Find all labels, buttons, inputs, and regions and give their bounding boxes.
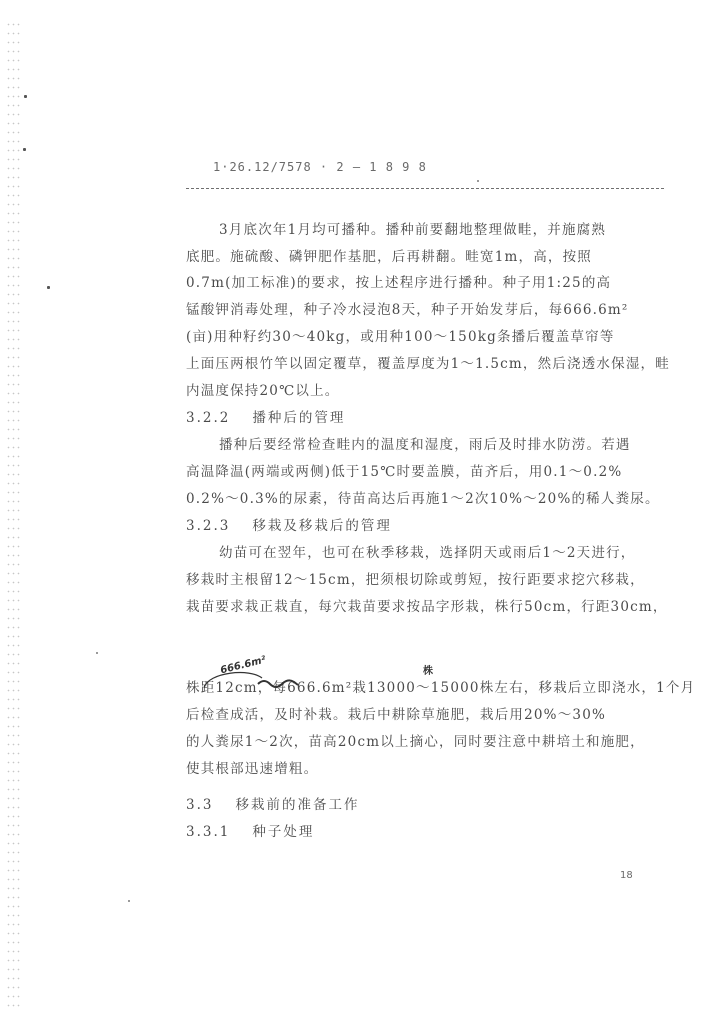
section-number: 3.3 bbox=[186, 797, 214, 813]
scan-speck bbox=[128, 900, 130, 902]
text-line: 底肥。施硫酸、磷钾肥作基肥，后再耕翻。畦宽1m，高，按照 bbox=[186, 249, 592, 265]
section-title: 种子处理 bbox=[252, 824, 315, 840]
text-line: 移栽时主根留12～15cm，把须根切除或剪短，按行距要求挖穴移栽， bbox=[186, 572, 645, 588]
text-line: 使其根部迅速增粗。 bbox=[186, 761, 319, 777]
text-line: (亩)用种籽约30～40kg，或用种100～150kg条播后覆盖草帘等 bbox=[186, 329, 615, 345]
text-line: 0.7m(加工标准)的要求，按上述程序进行播种。种子用1:25的高 bbox=[186, 275, 612, 291]
text-line: 0.2%～0.3%的尿素，待苗高达后再施1～2次10%～20%的稀人粪尿。 bbox=[186, 491, 660, 507]
section-heading bbox=[186, 822, 314, 842]
binding-edge-speckle bbox=[6, 20, 20, 1010]
section-heading bbox=[186, 795, 359, 815]
text-line: 上面压两根竹竿以固定覆草，覆盖厚度为1～1.5cm，然后浇透水保湿，畦 bbox=[186, 356, 670, 372]
text-line: 株距12cm，每666.6m²栽13000～15000株左右，移栽后立即浇水，1个月 bbox=[186, 680, 696, 696]
edge-mark bbox=[24, 95, 27, 98]
handwritten-strikeout-mark bbox=[256, 676, 300, 690]
section-number: 3.2.2 bbox=[186, 410, 231, 426]
section-title: 移栽前的准备工作 bbox=[235, 797, 360, 813]
section-number: 3.2.3 bbox=[186, 518, 231, 534]
scan-speck bbox=[96, 652, 98, 654]
scan-speck bbox=[477, 180, 479, 182]
text-line: 栽苗要求栽正栽直，每穴栽苗要求按品字形栽，株行50cm，行距30cm， bbox=[186, 599, 668, 615]
page-header-code: 1·26.12/7578 · 2 — 1 8 9 8 bbox=[213, 160, 427, 174]
text-line: 锰酸钾消毒处理，种子冷水浸泡8天，种子开始发芽后，每666.6m² bbox=[186, 302, 629, 318]
handwritten-unit-note: 株 bbox=[423, 666, 433, 677]
text-line: 的人粪尿1～2次，苗高20cm以上摘心，同时要注意中耕培土和施肥， bbox=[186, 734, 645, 750]
section-heading bbox=[186, 408, 345, 428]
section-number: 3.3.1 bbox=[186, 824, 231, 840]
page-number: 18 bbox=[620, 870, 633, 881]
text-line: 内温度保持20℃以上。 bbox=[186, 383, 340, 399]
text-line: 3月底次年1月均可播种。播种前要翻地整理做畦，并施腐熟 bbox=[219, 222, 607, 238]
section-heading bbox=[186, 516, 392, 536]
section-title: 播种后的管理 bbox=[252, 410, 346, 426]
header-divider bbox=[186, 188, 664, 189]
section-title: 移栽及移栽后的管理 bbox=[252, 518, 392, 534]
handwritten-area-note: 666.6m² bbox=[219, 654, 268, 677]
edge-mark bbox=[47, 286, 50, 289]
text-line: 播种后要经常检查畦内的温度和湿度，雨后及时排水防涝。若遇 bbox=[219, 437, 631, 453]
edge-mark bbox=[23, 148, 26, 151]
text-line: 高温降温(两端或两侧)低于15℃时要盖膜，苗齐后，用0.1～0.2% bbox=[186, 464, 623, 480]
text-line: 幼苗可在翌年，也可在秋季移栽，选择阴天或雨后1～2天进行， bbox=[219, 545, 636, 561]
text-line: 后检查成活，及时补栽。栽后中耕除草施肥，栽后用20%～30% bbox=[186, 707, 607, 723]
